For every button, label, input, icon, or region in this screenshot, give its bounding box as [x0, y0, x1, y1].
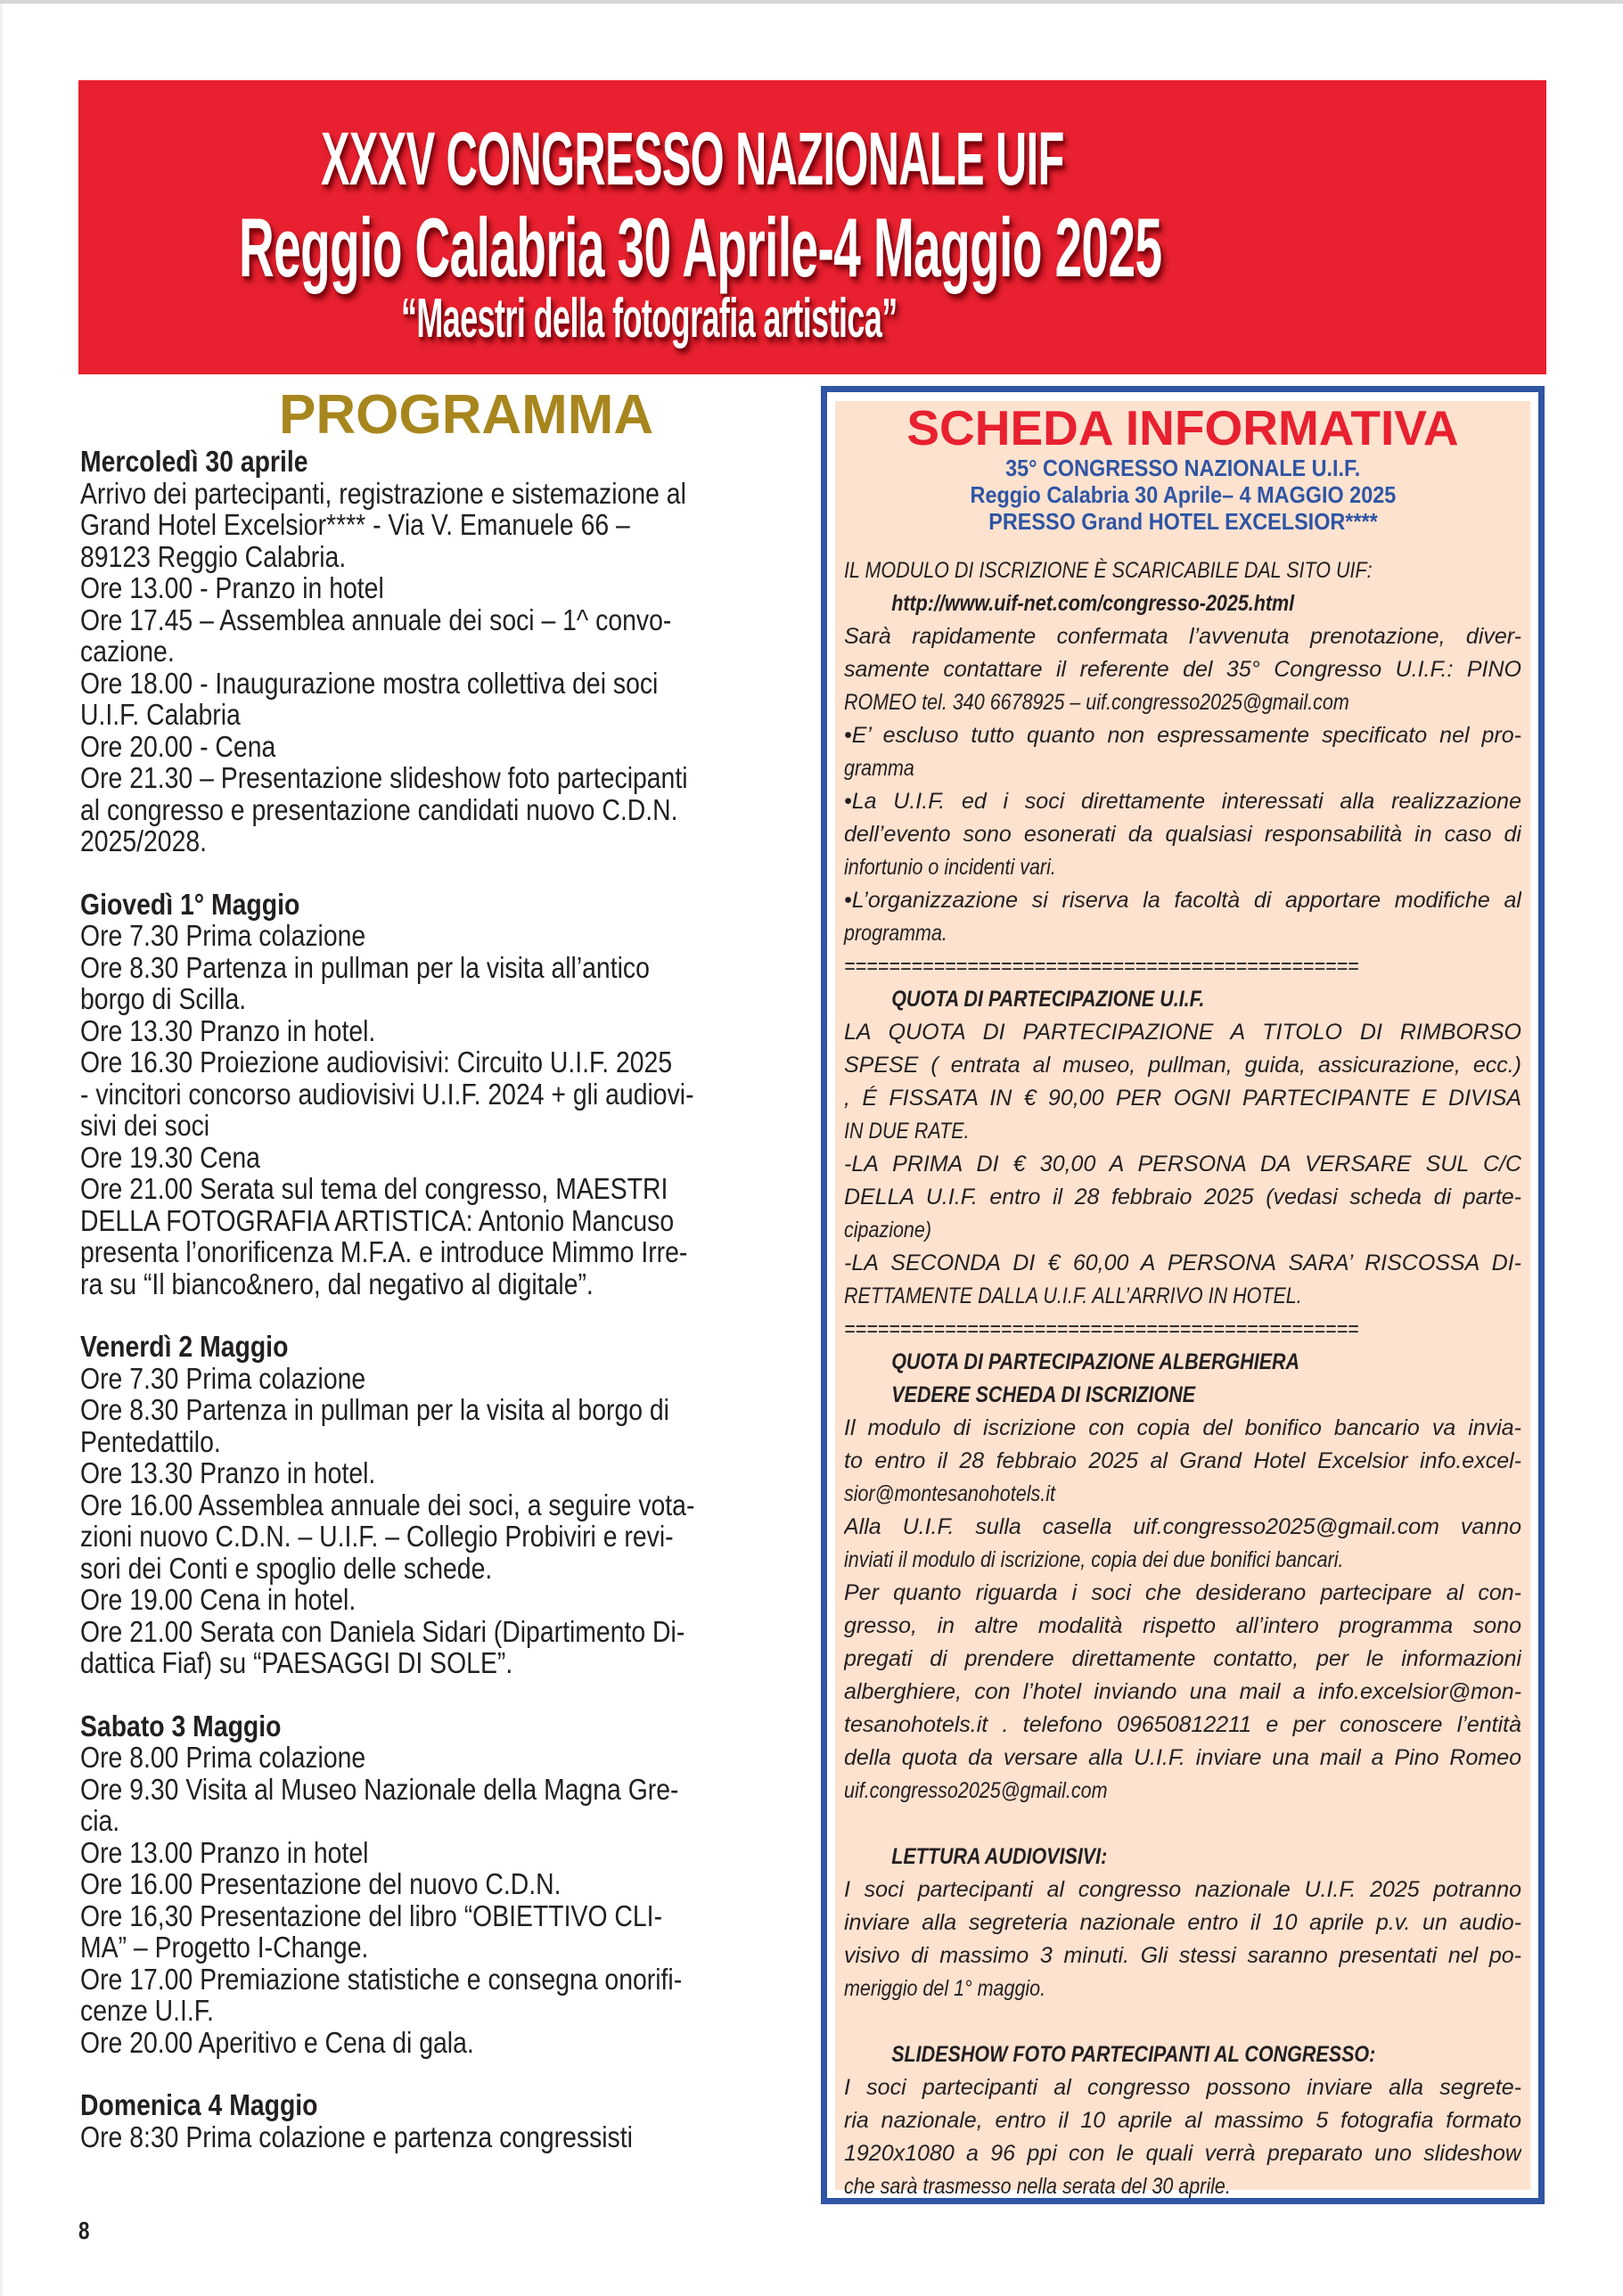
info-box-subtitle-venue	[835, 508, 1530, 535]
banner-title: XXXV CONGRESSO NAZIONALE UIF	[321, 117, 1064, 201]
schedule-line: Grand Hotel Excelsior**** - Via V. Emanuele 66 –	[80, 508, 630, 541]
schedule-line: Ore 9.30 Visita al Museo Nazionale della Magna Gre-	[80, 1772, 679, 1806]
schedule-line: Ore 16,30 Presentazione del libro “OBIETTIVO CLI-	[80, 1898, 663, 1932]
info-line: •La U.I.F. ed i soci direttamente interessati alla realizzazione	[844, 789, 1521, 814]
info-box-subtitle-dates-text: Reggio Calabria 30 Aprile– 4 MAGGIO 2025	[970, 481, 1396, 508]
schedule-line: cazione.	[80, 635, 175, 668]
info-line: visivo di massimo 3 minuti. Gli stessi saranno presentati nel po-	[844, 1943, 1521, 1968]
schedule-day-title: Mercoledì 30 aprile	[80, 445, 308, 478]
info-line: programma.	[844, 921, 947, 946]
info-box-subtitle-dates	[835, 481, 1530, 508]
schedule-line: Ore 16.00 Presentazione del nuovo C.D.N.	[80, 1867, 561, 1900]
schedule-line: Ore 16.00 Assemblea annuale dei soci, a seguire vota-	[80, 1488, 695, 1521]
schedule-line: DELLA FOTOGRAFIA ARTISTICA: Antonio Mancuso	[80, 1203, 675, 1237]
info-box-subtitle-venue-text: PRESSO Grand HOTEL EXCELSIOR****	[988, 508, 1378, 535]
separator-line: ==============================================	[844, 1316, 1359, 1341]
schedule-line: Arrivo dei partecipanti, registrazione e sistemazione al	[80, 476, 686, 510]
schedule-line: Ore 18.00 - Inaugurazione mostra collettiva dei soci	[80, 666, 659, 700]
info-line: SPESE ( entrata al museo, pullman, guida, assicurazione, ecc.)	[844, 1053, 1521, 1078]
schedule-line: Ore 8.30 Partenza in pullman per la visita al borgo di	[80, 1393, 669, 1426]
schedule-line: Ore 16.30 Proiezione audiovisivi: Circuito U.I.F. 2025	[80, 1046, 673, 1078]
schedule-day	[80, 889, 807, 1300]
banner-subtitle: Reggio Calabria 30 Aprile-4 Maggio 2025	[239, 201, 1162, 294]
info-line: inviati il modulo di iscrizione, copia dei due bonifici bancari.	[844, 1547, 1344, 1572]
page-left-border	[0, 4, 3, 2296]
schedule-line: sivi dei soci	[80, 1109, 210, 1142]
info-line: meriggio del 1° maggio.	[844, 1976, 1046, 2001]
info-section-heading: SLIDESHOW FOTO PARTECIPANTI AL CONGRESSO:	[891, 2042, 1376, 2067]
info-line: Per quanto riguarda i soci che desiderano partecipare al con-	[844, 1580, 1521, 1605]
schedule-day	[80, 1710, 807, 2059]
info-line: IN DUE RATE.	[844, 1119, 970, 1144]
schedule-day	[80, 2089, 807, 2152]
info-box-subtitle-congress	[835, 455, 1530, 481]
info-line: samente contattare il referente del 35° Congresso U.I.F.: PINO	[844, 657, 1521, 682]
schedule-line: Ore 8.00 Prima colazione	[80, 1741, 366, 1774]
schedule-line: zioni nuovo C.D.N. – U.I.F. – Collegio Probiviri e revi-	[80, 1520, 674, 1553]
info-box-body	[844, 554, 1521, 2203]
info-line: dell’evento sono esonerati da qualsiasi responsabilità in caso di	[844, 822, 1521, 847]
info-line: , É FISSATA IN € 90,00 PER OGNI PARTECIPANTE E DIVISA	[844, 1086, 1521, 1111]
info-line: -LA PRIMA DI € 30,00 A PERSONA DA VERSARE SUL C/C	[844, 1152, 1521, 1177]
separator-line: ==============================================	[844, 954, 1359, 979]
schedule-day-title: Venerdì 2 Maggio	[80, 1330, 289, 1363]
schedule-line: Ore 13.00 - Pranzo in hotel	[80, 571, 384, 604]
info-box-title: SCHEDA INFORMATIVA	[906, 400, 1459, 455]
info-line: gramma	[844, 756, 914, 781]
info-line: to entro il 28 febbraio 2025 al Grand Hotel Excelsior info.excel-	[844, 1448, 1521, 1473]
schedule-line: 2025/2028.	[80, 824, 208, 857]
info-box-panel	[835, 400, 1530, 2199]
info-line: cipazione)	[844, 1218, 931, 1242]
schedule-line: Ore 17.45 – Assemblea annuale dei soci – 1^ convo-	[80, 603, 672, 636]
info-line: RETTAMENTE DALLA U.I.F. ALL’ARRIVO IN HOTEL.	[844, 1283, 1302, 1308]
info-section-heading: VEDERE SCHEDA DI ISCRIZIONE	[891, 1382, 1196, 1407]
spacer	[844, 1808, 1521, 1841]
info-box	[821, 386, 1545, 2204]
registration-link[interactable]: http://www.uif-net.com/congresso-2025.html	[891, 591, 1295, 616]
spacer	[844, 2005, 1521, 2038]
info-line: IL MODULO DI ISCRIZIONE È SCARICABILE DAL SITO UIF:	[844, 558, 1373, 583]
schedule-line: Ore 13.30 Pranzo in hotel.	[80, 1456, 376, 1489]
schedule-line: Pentedattilo.	[80, 1424, 221, 1458]
schedule-line: sori dei Conti e spoglio delle schede.	[80, 1551, 493, 1585]
schedule-line: Ore 13.00 Pranzo in hotel	[80, 1835, 369, 1869]
schedule-line: al congresso e presentazione candidati nuovo C.D.N.	[80, 792, 678, 826]
page-number: 8	[78, 2217, 90, 2244]
info-line: I soci partecipanti al congresso possono inviare alla segrete-	[844, 2075, 1521, 2100]
schedule-line: ra su “Il bianco&nero, dal negativo al digitale”.	[80, 1267, 594, 1300]
header-banner	[78, 80, 1546, 374]
programma-heading: PROGRAMMA	[279, 384, 654, 446]
schedule-line: Ore 21.00 Serata sul tema del congresso, MAESTRI	[80, 1172, 668, 1205]
schedule-line: presenta l’onorificenza M.F.A. e introduce Mimmo Irre-	[80, 1235, 688, 1268]
info-line: gresso, in altre modalità rispetto all’intero programma sono	[844, 1613, 1521, 1638]
schedule-day	[80, 446, 807, 857]
info-line: LA QUOTA DI PARTECIPAZIONE A TITOLO DI RIMBORSO	[844, 1020, 1521, 1045]
schedule-line: Ore 21.00 Serata con Daniela Sidari (Dipartimento Di-	[80, 1614, 685, 1648]
info-section-heading: QUOTA DI PARTECIPAZIONE ALBERGHIERA	[891, 1349, 1300, 1374]
schedule-line: Ore 13.30 Pranzo in hotel.	[80, 1013, 376, 1047]
schedule-line: Ore 20.00 Aperitivo e Cena di gala.	[80, 2025, 474, 2059]
info-box-subtitle-congress-text: 35° CONGRESSO NAZIONALE U.I.F.	[1004, 455, 1361, 481]
schedule-line: Ore 7.30 Prima colazione	[80, 1361, 366, 1395]
info-section-heading: QUOTA DI PARTECIPAZIONE U.I.F.	[891, 987, 1205, 1012]
schedule-day-title: Domenica 4 Maggio	[80, 2088, 318, 2121]
schedule-line: 89123 Reggio Calabria.	[80, 539, 347, 573]
info-line: I soci partecipanti al congresso nazionale U.I.F. 2025 potranno	[844, 1877, 1521, 1902]
schedule-line: Ore 19.00 Cena in hotel.	[80, 1583, 357, 1616]
info-line: -LA SECONDA DI € 60,00 A PERSONA SARA’ RISCOSSA DI-	[844, 1250, 1521, 1275]
schedule-line: Ore 8.30 Partenza in pullman per la visita all’antico	[80, 950, 650, 984]
info-line: pregati di prendere direttamente contatto, per le informazioni	[844, 1646, 1521, 1671]
info-line: inviare alla segreteria nazionale entro il 10 aprile p.v. un audio-	[844, 1910, 1521, 1935]
info-line: della quota da versare alla U.I.F. inviare una mail a Pino Romeo	[844, 1745, 1521, 1770]
schedule-line: MA” – Progetto I-Change.	[80, 1931, 369, 1964]
schedule-line: cenze U.I.F.	[80, 1994, 214, 2027]
schedule-line: - vincitori concorso audiovisivi U.I.F. 2024 + gli audiovi-	[80, 1077, 694, 1111]
schedule-line: dattica Fiaf) su “PAESAGGI DI SOLE”.	[80, 1646, 513, 1679]
info-line: Il modulo di iscrizione con copia del bonifico bancario va invia-	[844, 1415, 1521, 1440]
info-line: DELLA U.I.F. entro il 28 febbraio 2025 (vedasi scheda di parte-	[844, 1185, 1521, 1210]
schedule-day-title: Giovedì 1° Maggio	[80, 887, 300, 921]
schedule-line: Ore 17.00 Premiazione statistiche e consegna onorifi-	[80, 1962, 683, 1996]
schedule-line: cia.	[80, 1804, 120, 1837]
schedule-line: Ore 19.30 Cena	[80, 1140, 260, 1174]
info-line: Alla U.I.F. sulla casella uif.congresso2025@gmail.com vanno	[844, 1514, 1521, 1539]
info-line: ROMEO tel. 340 6678925 – uif.congresso2025@gmail.com	[844, 690, 1349, 715]
schedule-line: Ore 21.30 – Presentazione slideshow foto partecipanti	[80, 761, 688, 794]
info-line: che sarà trasmesso nella serata del 30 aprile.	[844, 2174, 1231, 2199]
info-line: Sarà rapidamente confermata l’avvenuta prenotazione, diver-	[844, 624, 1521, 649]
page-top-border	[0, 0, 1623, 4]
schedule-line: U.I.F. Calabria	[80, 698, 241, 731]
schedule-line: Ore 7.30 Prima colazione	[80, 919, 366, 952]
info-line: alberghiere, con l’hotel inviando una mail a info.excelsior@mon-	[844, 1679, 1521, 1704]
schedule-line: Ore 8:30 Prima colazione e partenza congressisti	[80, 2120, 633, 2153]
schedule	[80, 446, 807, 2184]
info-section-heading: LETTURA AUDIOVISIVI:	[891, 1844, 1108, 1869]
info-line: •E’ escluso tutto quanto non espressamente specificato nel pro-	[844, 723, 1521, 748]
banner-tagline: “Maestri della fotografia artistica”	[401, 288, 898, 349]
info-line: ria nazionale, entro il 10 aprile al massimo 5 fotografia formato	[844, 2108, 1521, 2133]
schedule-day	[80, 1331, 807, 1679]
info-line: tesanohotels.it . telefono 09650812211 e per conoscere l’entità	[844, 1712, 1521, 1737]
schedule-line: Ore 20.00 - Cena	[80, 729, 276, 763]
info-line: infortunio o incidenti vari.	[844, 855, 1056, 880]
info-line: uif.congresso2025@gmail.com	[844, 1778, 1108, 1803]
schedule-day-title: Sabato 3 Maggio	[80, 1709, 282, 1742]
info-line: 1920x1080 a 96 ppi con le quali verrà preparato uno slideshow	[844, 2141, 1521, 2166]
info-line: •L’organizzazione si riserva la facoltà di apportare modifiche al	[844, 888, 1521, 913]
info-line: sior@montesanohotels.it	[844, 1481, 1055, 1506]
schedule-line: borgo di Scilla.	[80, 982, 247, 1015]
